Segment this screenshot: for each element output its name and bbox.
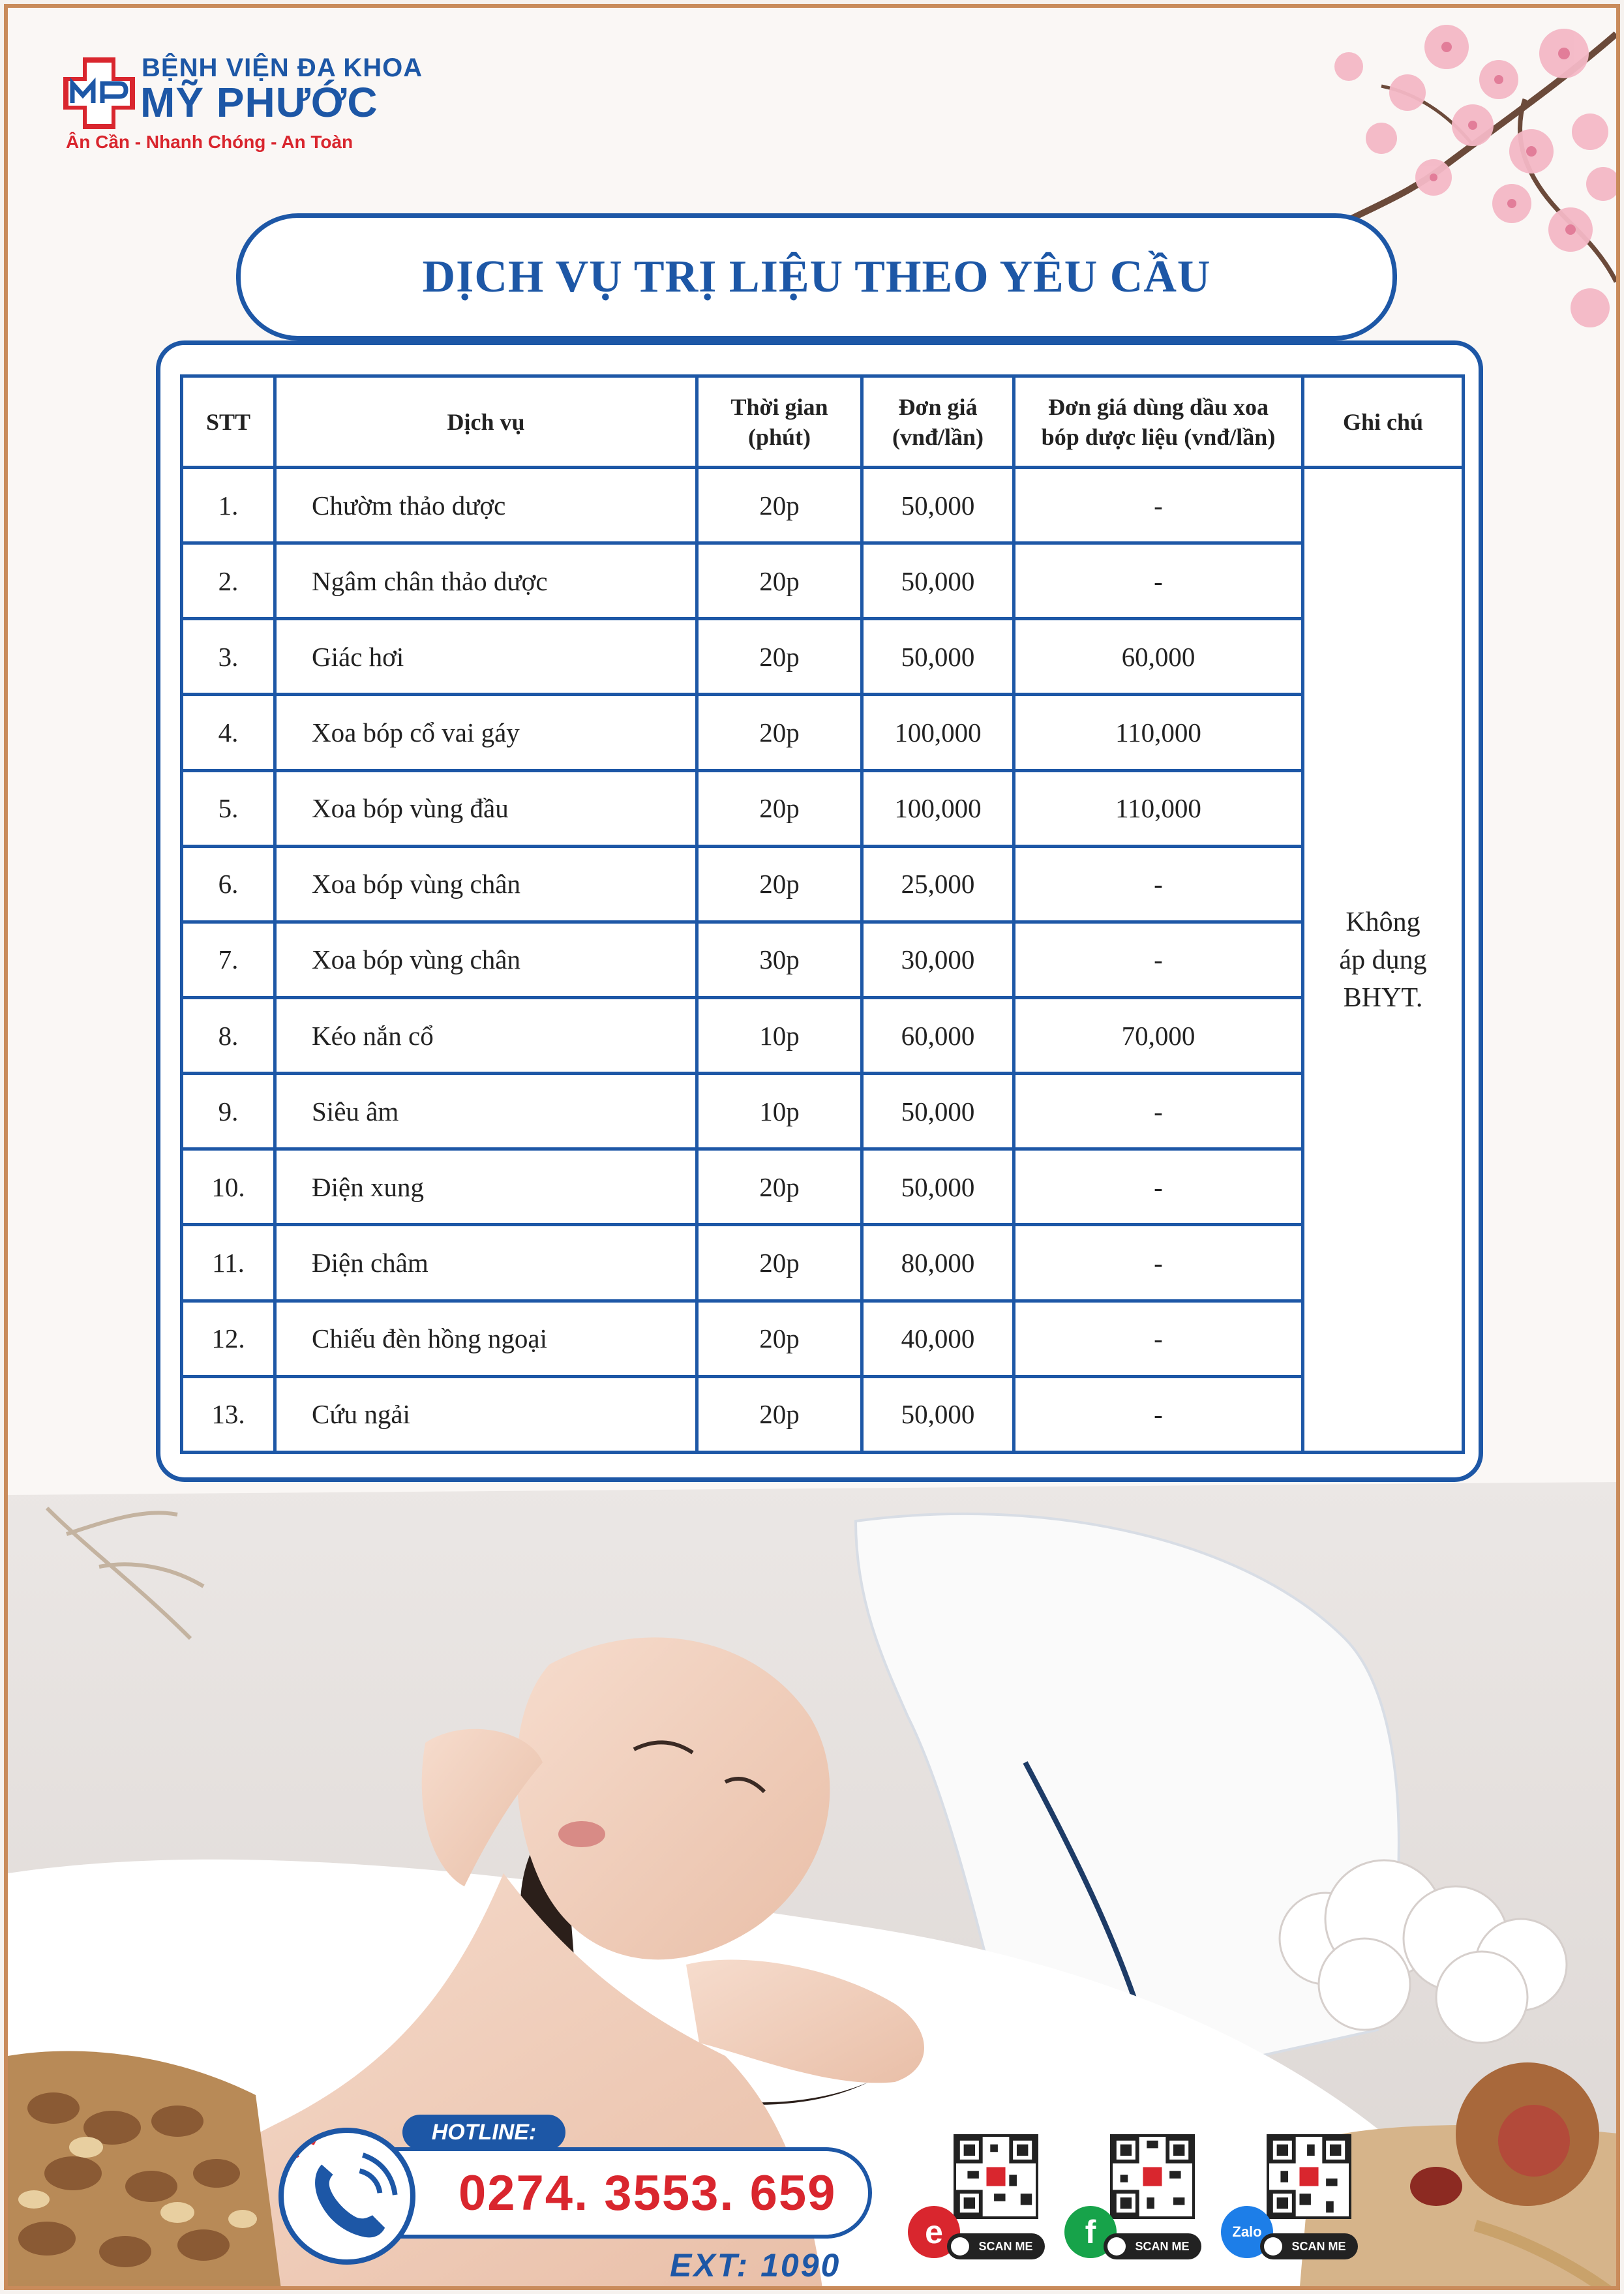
cell-time: 20p <box>697 1149 862 1225</box>
page-title: DỊCH VỤ TRỊ LIỆU THEO YÊU CẦU <box>422 251 1211 302</box>
qr-code-icon[interactable] <box>1110 2134 1195 2219</box>
cell-stt: 9. <box>182 1074 275 1149</box>
zalo-glyph: Zalo <box>1232 2224 1262 2240</box>
note-line-3: BHYT. <box>1343 982 1423 1013</box>
qr-pattern-icon <box>1113 2137 1192 2216</box>
website-glyph: e <box>925 2214 943 2250</box>
table-row <box>182 846 1464 922</box>
cell-time: 20p <box>697 619 862 695</box>
hotline-number[interactable]: 0274. 3553. 659 <box>459 2165 837 2221</box>
cell-price: 50,000 <box>862 1149 1014 1225</box>
cell-time: 20p <box>697 695 862 770</box>
cell-stt: 12. <box>182 1301 275 1376</box>
cell-stt: 13. <box>182 1376 275 1452</box>
qr-website[interactable] <box>908 2134 1051 2274</box>
cell-price: 50,000 <box>862 1376 1014 1452</box>
table-row <box>182 1149 1464 1225</box>
cell-oil-price: - <box>1014 468 1303 543</box>
header-price <box>862 376 1014 468</box>
cell-oil-price: - <box>1014 922 1303 997</box>
hotline-box[interactable] <box>350 2147 872 2239</box>
table-row <box>182 770 1464 846</box>
cell-price: 30,000 <box>862 922 1014 997</box>
cell-stt: 4. <box>182 695 275 770</box>
header-service: Dịch vụ <box>275 376 697 468</box>
table-row <box>182 922 1464 997</box>
scan-me-label: SCAN ME <box>1260 2233 1358 2259</box>
header-oil-price-line-1: Đơn giá dùng dầu xoa <box>1047 393 1269 420</box>
header-oil-price-line-2: bóp dược liệu (vnđ/lần) <box>1041 423 1276 450</box>
cell-service: Kéo nắn cổ <box>275 997 697 1073</box>
cell-price: 25,000 <box>862 846 1014 922</box>
cell-stt: 1. <box>182 468 275 543</box>
logo-mark-icon <box>63 57 135 129</box>
service-table-panel <box>156 340 1483 1482</box>
cell-oil-price: - <box>1014 1149 1303 1225</box>
poster-frame <box>4 4 1620 2290</box>
cell-stt: 5. <box>182 770 275 846</box>
table-header-row <box>182 376 1464 468</box>
cell-price: 50,000 <box>862 619 1014 695</box>
scan-me-label: SCAN ME <box>947 2233 1045 2259</box>
cell-oil-price: - <box>1014 1225 1303 1301</box>
header-oil-price <box>1014 376 1303 468</box>
hotline-extension: EXT: 1090 <box>670 2247 841 2284</box>
cell-price: 60,000 <box>862 997 1014 1073</box>
table-row <box>182 695 1464 770</box>
header-note: Ghi chú <box>1303 376 1464 468</box>
cell-stt: 8. <box>182 997 275 1073</box>
cell-oil-price: - <box>1014 543 1303 619</box>
table-row <box>182 1301 1464 1376</box>
cell-time: 20p <box>697 1301 862 1376</box>
cell-oil-price: 60,000 <box>1014 619 1303 695</box>
hotline-block <box>278 2075 879 2290</box>
note-line-2: áp dụng <box>1339 944 1427 975</box>
cell-service: Siêu âm <box>275 1074 697 1149</box>
qr-facebook[interactable] <box>1064 2134 1208 2274</box>
cell-service: Chườm thảo dược <box>275 468 697 543</box>
cell-oil-price: 110,000 <box>1014 770 1303 846</box>
cell-stt: 10. <box>182 1149 275 1225</box>
title-banner <box>236 213 1397 340</box>
table-row <box>182 619 1464 695</box>
cell-oil-price: - <box>1014 846 1303 922</box>
qr-pattern-icon <box>956 2137 1036 2216</box>
cell-price: 80,000 <box>862 1225 1014 1301</box>
note-line-1: Không <box>1346 907 1421 937</box>
logo-tagline: Ân Cần - Nhanh Chóng - An Toàn <box>66 132 353 152</box>
cell-oil-price: - <box>1014 1074 1303 1149</box>
cell-time: 10p <box>697 1074 862 1149</box>
cell-stt: 2. <box>182 543 275 619</box>
cell-service: Xoa bóp vùng chân <box>275 922 697 997</box>
qr-code-icon[interactable] <box>1267 2134 1351 2219</box>
cell-price: 100,000 <box>862 770 1014 846</box>
header-time-line-1: Thời gian <box>730 393 828 420</box>
cell-time: 20p <box>697 770 862 846</box>
cell-time: 30p <box>697 922 862 997</box>
cell-time: 20p <box>697 543 862 619</box>
scan-me-label: SCAN ME <box>1104 2233 1201 2259</box>
table-row <box>182 1074 1464 1149</box>
cell-time: 10p <box>697 997 862 1073</box>
cell-service: Giác hơi <box>275 619 697 695</box>
facebook-glyph: f <box>1085 2214 1096 2250</box>
cell-price: 40,000 <box>862 1301 1014 1376</box>
cell-service: Xoa bóp vùng đầu <box>275 770 697 846</box>
cell-price: 50,000 <box>862 468 1014 543</box>
qr-zalo[interactable] <box>1221 2134 1364 2274</box>
header-price-line-2: (vnđ/lần) <box>892 423 984 450</box>
cell-price: 50,000 <box>862 543 1014 619</box>
logo-line-1: BỆNH VIỆN ĐA KHOA <box>142 53 423 82</box>
cell-time: 20p <box>697 468 862 543</box>
table-row <box>182 997 1464 1073</box>
header-time-line-2: (phút) <box>747 423 811 450</box>
service-price-table <box>180 374 1465 1454</box>
table-row <box>182 543 1464 619</box>
qr-code-icon[interactable] <box>954 2134 1038 2219</box>
cell-stt: 7. <box>182 922 275 997</box>
cell-price: 100,000 <box>862 695 1014 770</box>
cell-time: 20p <box>697 1225 862 1301</box>
header-price-line-1: Đơn giá <box>898 393 978 420</box>
qr-pattern-icon <box>1269 2137 1349 2216</box>
cell-service: Điện châm <box>275 1225 697 1301</box>
table-row <box>182 1376 1464 1452</box>
cell-service: Xoa bóp cổ vai gáy <box>275 695 697 770</box>
cell-oil-price: - <box>1014 1376 1303 1452</box>
table-row <box>182 468 1464 543</box>
cell-time: 20p <box>697 1376 862 1452</box>
cell-service: Ngâm chân thảo dược <box>275 543 697 619</box>
header-time <box>697 376 862 468</box>
cell-service: Chiếu đèn hồng ngoại <box>275 1301 697 1376</box>
phone-icon <box>278 2128 415 2265</box>
cell-oil-price: 110,000 <box>1014 695 1303 770</box>
cell-time: 20p <box>697 846 862 922</box>
cell-note <box>1303 468 1464 1453</box>
cell-oil-price: 70,000 <box>1014 997 1303 1073</box>
hospital-logo <box>63 53 429 158</box>
logo-line-2: MỸ PHƯỚC <box>140 79 378 126</box>
cell-service: Xoa bóp vùng chân <box>275 846 697 922</box>
cell-stt: 11. <box>182 1225 275 1301</box>
table-row <box>182 1225 1464 1301</box>
hotline-label: HOTLINE: <box>402 2115 565 2150</box>
header-stt: STT <box>182 376 275 468</box>
cell-service: Cứu ngải <box>275 1376 697 1452</box>
cell-service: Điện xung <box>275 1149 697 1225</box>
cell-oil-price: - <box>1014 1301 1303 1376</box>
cell-stt: 6. <box>182 846 275 922</box>
cell-stt: 3. <box>182 619 275 695</box>
cell-price: 50,000 <box>862 1074 1014 1149</box>
